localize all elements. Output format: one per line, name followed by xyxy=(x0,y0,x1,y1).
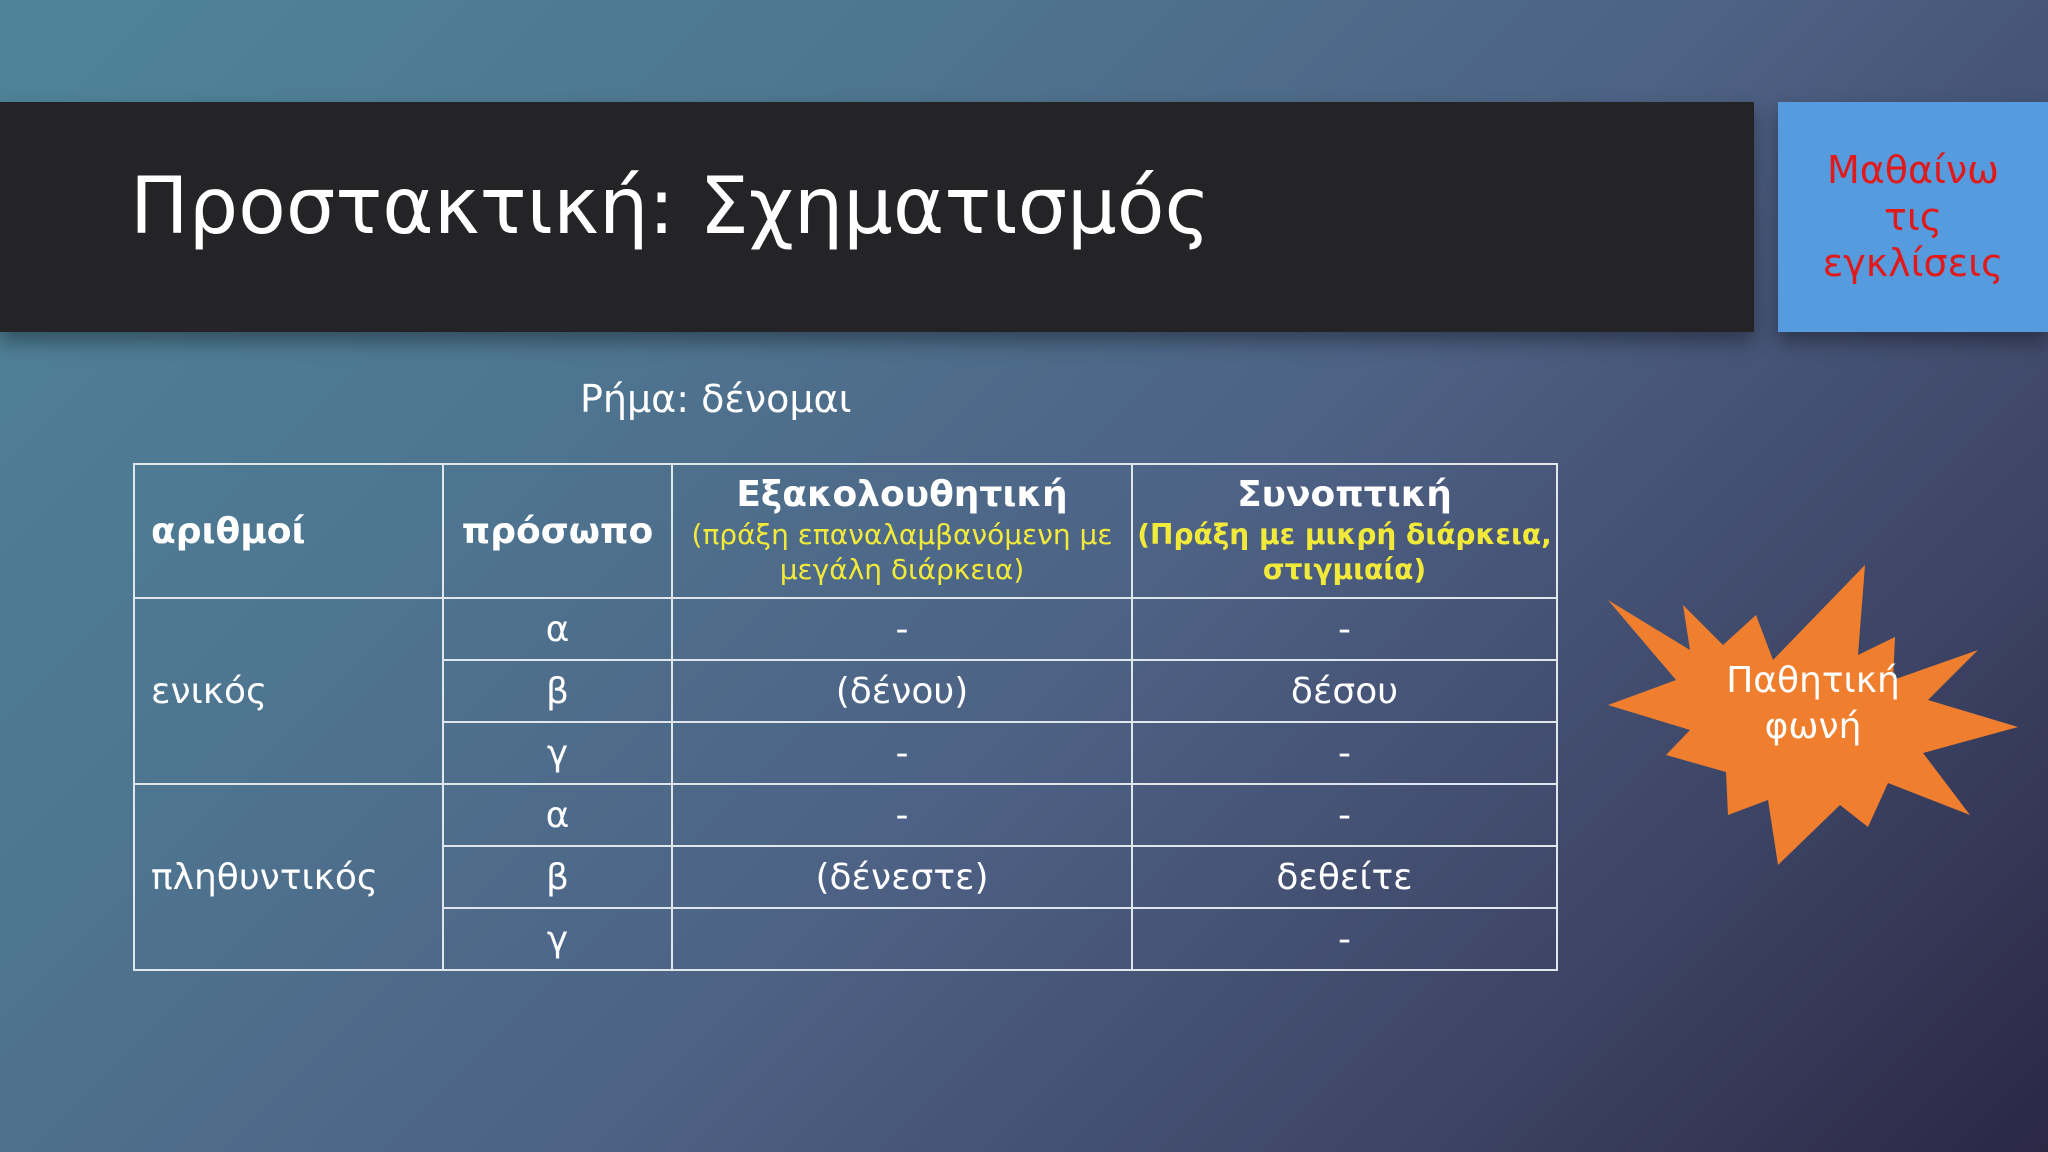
continuous-cell: (δένεστε) xyxy=(672,846,1132,908)
topic-badge xyxy=(1778,102,2048,332)
aorist-cell: - xyxy=(1132,722,1557,784)
topic-badge-label: Μαθαίνω τις εγκλίσεις xyxy=(1822,148,2004,286)
person-cell: α xyxy=(443,598,672,660)
starburst-label: Παθητική φωνή xyxy=(1726,660,1900,748)
person-cell: β xyxy=(443,846,672,908)
group-singular: ενικός xyxy=(134,598,443,784)
header-continuous xyxy=(672,464,1132,598)
header-aorist-title: Συνοπτική xyxy=(1237,474,1452,516)
table-header-row xyxy=(134,464,1557,598)
verb-label: Ρήμα: δένομαι xyxy=(580,377,852,421)
group-plural: πληθυντικός xyxy=(134,784,443,970)
aorist-cell: - xyxy=(1132,598,1557,660)
header-numbers: αριθμοί xyxy=(134,464,443,598)
table-row xyxy=(134,598,1557,660)
header-aorist xyxy=(1132,464,1557,598)
person-cell: γ xyxy=(443,908,672,970)
conjugation-table xyxy=(133,463,1558,971)
aorist-cell: - xyxy=(1132,908,1557,970)
continuous-cell: (δένου) xyxy=(672,660,1132,722)
header-aorist-note: (Πράξη με μικρή διάρκεια, στιγμιαία) xyxy=(1137,517,1552,586)
aorist-cell: δέσου xyxy=(1132,660,1557,722)
header-continuous-note: (πράξη επαναλαμβανόμενη με μεγάλη διάρκεια) xyxy=(691,517,1113,586)
header-person: πρόσωπο xyxy=(443,464,672,598)
header-continuous-title: Εξακολουθητική xyxy=(736,474,1068,516)
table-row xyxy=(134,784,1557,846)
person-cell: β xyxy=(443,660,672,722)
slide-title: Προστακτική: Σχηματισμός xyxy=(130,162,1211,252)
aorist-cell: - xyxy=(1132,784,1557,846)
aorist-cell: δεθείτε xyxy=(1132,846,1557,908)
continuous-cell: - xyxy=(672,598,1132,660)
continuous-cell: - xyxy=(672,784,1132,846)
continuous-cell: - xyxy=(672,722,1132,784)
person-cell: α xyxy=(443,784,672,846)
person-cell: γ xyxy=(443,722,672,784)
continuous-cell xyxy=(672,908,1132,970)
